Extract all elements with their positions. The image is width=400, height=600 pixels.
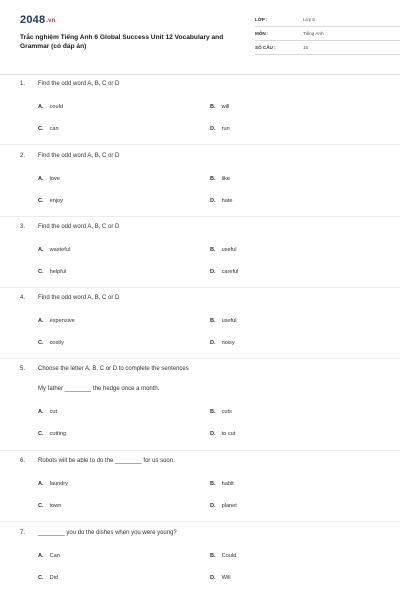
question-number: 3. <box>20 224 26 230</box>
option-text: enjoy <box>49 198 63 204</box>
option-d[interactable] <box>210 198 232 204</box>
option-c[interactable] <box>38 340 64 346</box>
question-text: Find the odd word A, B, C or D <box>38 224 120 230</box>
option-c[interactable] <box>38 198 63 204</box>
option-text: costly <box>49 340 64 346</box>
option-letter: D. <box>210 431 216 437</box>
option-letter: D. <box>210 503 216 509</box>
option-b[interactable] <box>210 409 232 415</box>
option-text: laundry <box>49 481 68 487</box>
option-letter: D. <box>210 575 216 581</box>
option-a[interactable] <box>38 409 57 415</box>
question-separator <box>0 287 400 288</box>
option-text: can <box>49 126 59 132</box>
option-letter: A. <box>38 318 44 324</box>
header-divider <box>0 74 400 75</box>
option-c[interactable] <box>38 503 61 509</box>
option-text: cut <box>49 409 58 415</box>
meta-value: Lớp 6 <box>303 17 315 22</box>
option-b[interactable] <box>210 247 237 253</box>
option-a[interactable] <box>38 104 63 110</box>
question-text: Find the odd word A, B, C or D <box>38 295 120 301</box>
option-letter: B. <box>210 409 216 415</box>
meta-key: SỐ CÂU : <box>255 45 276 50</box>
option-letter: A. <box>38 409 44 415</box>
option-letter: C. <box>38 269 44 275</box>
option-text: cutting <box>49 431 67 437</box>
option-letter: C. <box>38 431 44 437</box>
meta-info <box>255 14 400 56</box>
option-text: Could <box>221 553 237 559</box>
option-letter: B. <box>210 247 216 253</box>
option-letter: C. <box>38 575 44 581</box>
option-b[interactable] <box>210 176 230 182</box>
meta-value: 15 <box>303 45 309 50</box>
logo-suffix: .vn <box>46 18 56 24</box>
question-number: 2. <box>20 153 26 159</box>
option-text: will <box>221 104 230 110</box>
option-d[interactable] <box>210 269 238 275</box>
option-d[interactable] <box>210 340 235 346</box>
option-letter: B. <box>210 104 216 110</box>
option-text: expensive <box>49 318 75 324</box>
question-text: Find the odd word A, B, C or D <box>38 81 120 87</box>
option-letter: A. <box>38 553 44 559</box>
question-separator <box>0 450 400 451</box>
option-text: Will <box>221 575 231 581</box>
question-number: 1. <box>20 81 26 87</box>
option-letter: A. <box>38 481 44 487</box>
option-b[interactable] <box>210 104 229 110</box>
option-letter: B. <box>210 176 216 182</box>
document-title: Trắc nghiệm Tiếng Anh 6 Global Success Unit 12 Vocabulary and Grammar (có đáp án) <box>20 34 224 50</box>
meta-row-count <box>255 42 400 55</box>
option-text: to cut <box>221 431 236 437</box>
question-separator <box>0 521 400 522</box>
option-letter: A. <box>38 104 44 110</box>
option-letter: C. <box>38 503 44 509</box>
option-c[interactable] <box>38 269 66 275</box>
question-separator <box>0 144 400 145</box>
option-text: run <box>221 126 230 132</box>
option-b[interactable] <box>210 481 234 487</box>
option-text: Can <box>49 553 60 559</box>
meta-row-subject <box>255 28 400 41</box>
document-header <box>20 14 382 66</box>
option-text: planet <box>221 503 237 509</box>
option-c[interactable] <box>38 575 58 581</box>
option-a[interactable] <box>38 553 60 559</box>
option-a[interactable] <box>38 176 60 182</box>
question-text: Robots will be able to do the ________ for us soon. <box>38 458 175 464</box>
option-b[interactable] <box>210 553 236 559</box>
question-sentence: My father ________ the hedge once a month. <box>38 386 160 392</box>
option-d[interactable] <box>210 431 235 437</box>
option-d[interactable] <box>210 126 230 132</box>
option-text: habit <box>221 481 234 487</box>
option-text: careful <box>221 269 239 275</box>
question-number: 7. <box>20 530 26 536</box>
option-text: useful <box>221 247 237 253</box>
option-a[interactable] <box>38 318 75 324</box>
option-letter: A. <box>38 247 44 253</box>
option-c[interactable] <box>38 431 66 437</box>
question-separator <box>0 358 400 359</box>
question-number: 5. <box>20 366 26 372</box>
option-letter: D. <box>210 126 216 132</box>
option-letter: C. <box>38 340 44 346</box>
option-letter: B. <box>210 481 216 487</box>
meta-key: MÔN : <box>255 31 269 36</box>
question-text: Choose the letter A, B, C or D to complete the sentences <box>38 366 189 372</box>
option-text: cuts <box>221 409 232 415</box>
option-d[interactable] <box>210 503 237 509</box>
option-letter: D. <box>210 269 216 275</box>
logo-main: 2048 <box>20 14 46 26</box>
option-letter: C. <box>38 126 44 132</box>
option-text: wasteful <box>49 247 71 253</box>
option-text: noisy <box>221 340 235 346</box>
question-text: Find the odd word A, B, C or D <box>38 153 120 159</box>
option-letter: D. <box>210 198 216 204</box>
option-letter: B. <box>210 318 216 324</box>
option-a[interactable] <box>38 247 70 253</box>
option-text: love <box>49 176 60 182</box>
option-letter: B. <box>210 553 216 559</box>
site-logo[interactable] <box>20 14 56 26</box>
question-number: 4. <box>20 295 26 301</box>
option-b[interactable] <box>210 318 237 324</box>
question-separator <box>0 216 400 217</box>
question-text: ________ you do the dishes when you were young? <box>38 530 177 536</box>
option-text: could <box>49 104 63 110</box>
option-text: like <box>221 176 230 182</box>
option-text: Did <box>49 575 58 581</box>
option-a[interactable] <box>38 481 68 487</box>
option-text: town <box>49 503 62 509</box>
option-letter: C. <box>38 198 44 204</box>
question-number: 6. <box>20 458 26 464</box>
option-d[interactable] <box>210 575 231 581</box>
option-text: helpful <box>49 269 67 275</box>
option-letter: D. <box>210 340 216 346</box>
option-text: useful <box>221 318 237 324</box>
option-text: hate <box>221 198 233 204</box>
meta-row-grade <box>255 14 400 27</box>
meta-value: Tiếng Anh <box>303 31 324 36</box>
option-letter: A. <box>38 176 44 182</box>
meta-key: LỚP : <box>255 17 268 22</box>
option-c[interactable] <box>38 126 59 132</box>
